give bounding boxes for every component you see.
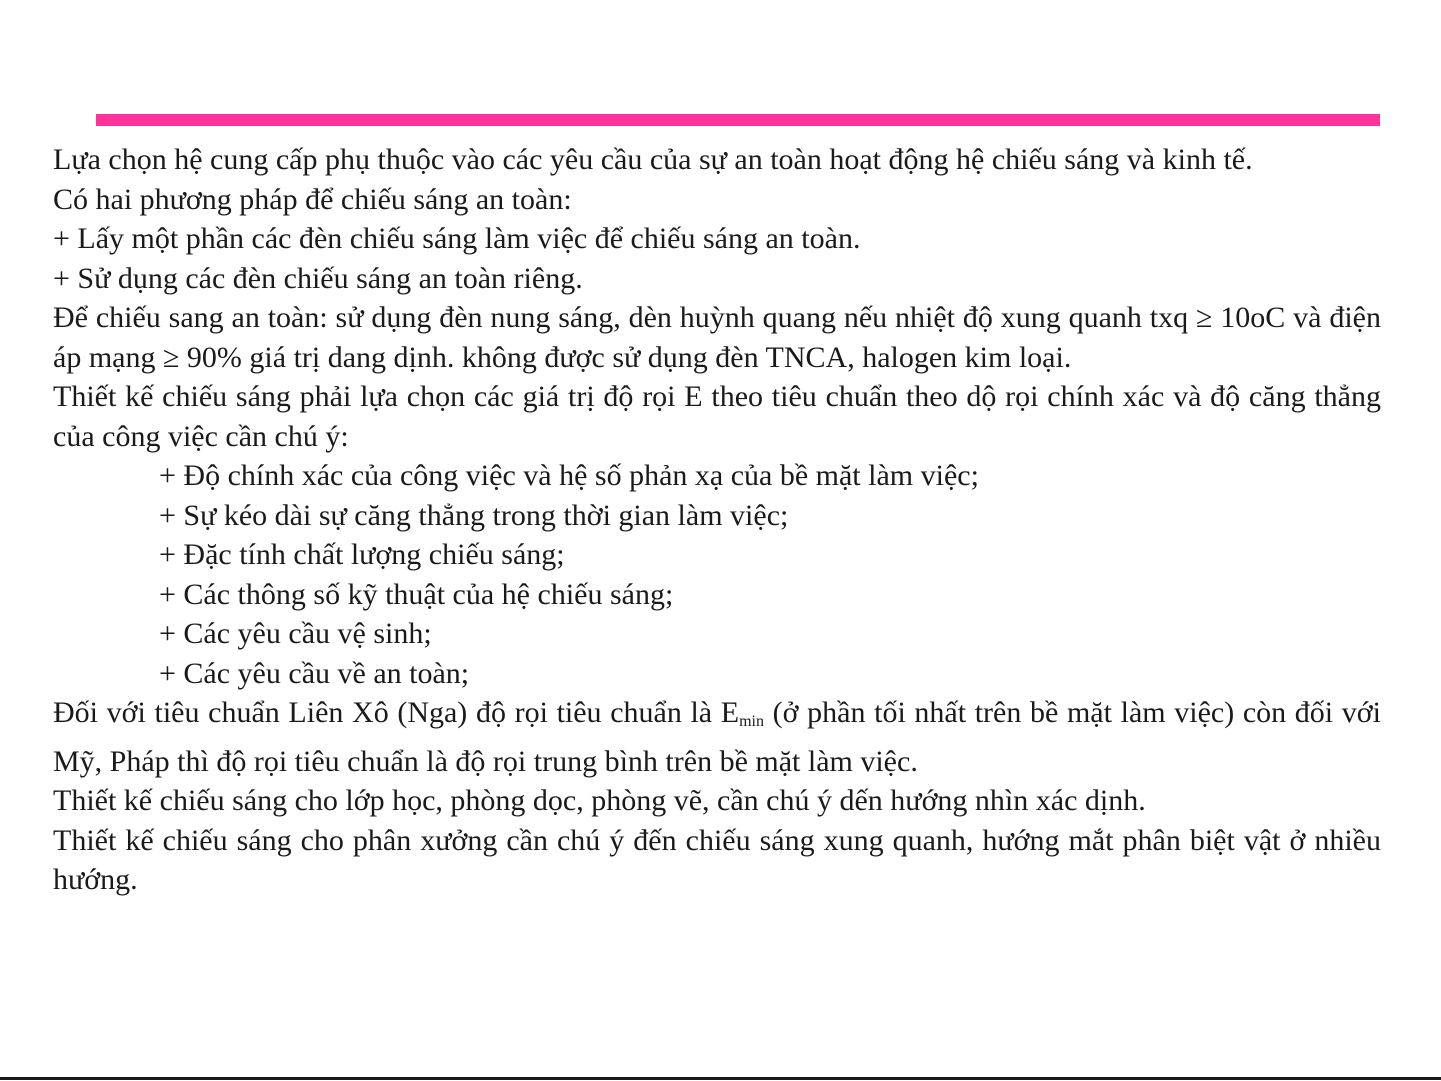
paragraph-two-methods: Có hai phương pháp để chiếu sáng an toàn:	[53, 182, 572, 216]
accent-bar	[96, 114, 1380, 126]
document-body	[53, 140, 1381, 900]
paragraph-classroom-lighting: Thiết kế chiếu sáng cho lớp học, phòng dọc, phòng vẽ, cần chú ý dến hướng nhìn xác dịnh.	[53, 784, 1146, 817]
method-item-2: + Sử dụng các đèn chiếu sáng an toàn riêng.	[53, 261, 583, 295]
criteria-item-1: + Độ chính xác của công việc và hệ số phản xạ của bề mặt làm việc;	[159, 459, 979, 492]
criteria-item-2: + Sự kéo dài sự căng thẳng trong thời gian làm việc;	[159, 498, 789, 532]
method-item-1: + Lấy một phần các đèn chiếu sáng làm việc để chiếu sáng an toàn.	[53, 222, 861, 255]
paragraph-standards-comparison	[53, 693, 1381, 781]
paragraph-workshop-lighting: Thiết kế chiếu sáng cho phân xưởng cần chú ý đến chiếu sáng xung quanh, hướng mắt phân biệt vật ở nhiều hướng.	[53, 823, 1381, 896]
criteria-item-4: + Các thông số kỹ thuật của hệ chiếu sáng;	[159, 577, 674, 611]
emin-subscript: min	[739, 713, 764, 730]
criteria-item-6: + Các yêu cầu về an toàn;	[159, 656, 470, 690]
emin-text-after: (ở phần tối nhất trên bề mặt làm việc) còn đối với Mỹ, Pháp thì độ rọi tiêu chuẩn là độ rọi trung bình trên bề mặt làm việc.	[53, 696, 1381, 778]
paragraph-safety-lighting: Để chiếu sang an toàn: sử dụng đèn nung sáng, dèn huỳnh quang nếu nhiệt độ xung quanh txq ≥ 10oC và điện áp mạng ≥ 90% giá trị dang dịnh. không được sử dụng đèn TNCA, halogen kim loại.	[53, 301, 1381, 374]
criteria-item-3: + Đặc tính chất lượng chiếu sáng;	[159, 538, 565, 571]
paragraph-design-illuminance: Thiết kế chiếu sáng phải lựa chọn các giá trị độ rọi E theo tiêu chuẩn theo dộ rọi chính xác và độ căng thẳng của công việc cần chú ý:	[53, 380, 1381, 453]
bottom-border-line	[0, 1077, 1441, 1080]
paragraph-supply-choice: Lựa chọn hệ cung cấp phụ thuộc vào các yêu cầu của sự an toàn hoạt động hệ chiếu sáng và kinh tế.	[53, 143, 1253, 176]
criteria-item-5: + Các yêu cầu vệ sinh;	[159, 617, 432, 650]
emin-text-before: Đối với tiêu chuẩn Liên Xô (Nga) độ rọi tiêu chuẩn là E	[53, 696, 740, 729]
